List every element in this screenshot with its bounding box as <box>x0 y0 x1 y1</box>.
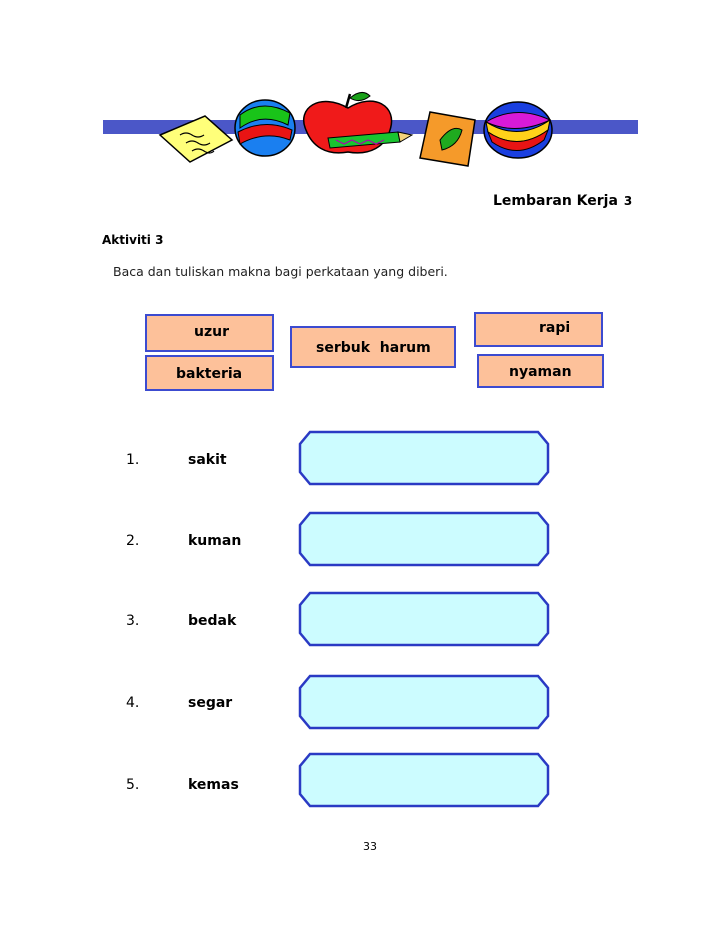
worksheet-title-text: Lembaran Kerja <box>493 193 618 209</box>
word-box-uzur <box>145 314 274 352</box>
word-bank-item: serbuk harum <box>316 340 431 356</box>
answer-box[interactable] <box>298 430 550 486</box>
question-word: segar <box>188 695 233 711</box>
question-number: 4. <box>126 695 140 711</box>
answer-box[interactable] <box>298 511 550 567</box>
question-number: 3. <box>126 613 140 629</box>
header-banner <box>0 80 728 180</box>
word-box-nyaman <box>477 354 604 388</box>
answer-box[interactable] <box>298 752 550 808</box>
question-word: kuman <box>188 533 242 549</box>
page-number: 33 <box>363 840 377 853</box>
word-box-serbuk-harum <box>290 326 456 368</box>
word-bank-item: nyaman <box>509 364 572 380</box>
round-box-icon <box>484 102 552 158</box>
ball-icon <box>235 100 295 156</box>
question-word: sakit <box>188 452 227 468</box>
worksheet-number: 3 <box>623 194 633 208</box>
answer-box[interactable] <box>298 674 550 730</box>
instruction-text: Baca dan tuliskan makna bagi perkataan yang diberi. <box>113 264 448 279</box>
question-word: bedak <box>188 613 237 629</box>
question-number: 5. <box>126 777 140 793</box>
answer-box[interactable] <box>298 591 550 647</box>
activity-label: Aktiviti 3 <box>102 233 164 247</box>
word-bank-item: rapi <box>539 320 571 336</box>
word-bank-item: uzur <box>194 324 229 340</box>
question-word: kemas <box>188 777 239 793</box>
question-number: 2. <box>126 533 140 549</box>
word-box-rapi <box>474 312 603 347</box>
leaf-card-icon <box>420 112 475 166</box>
word-bank-item: bakteria <box>176 366 243 382</box>
word-box-bakteria <box>145 355 274 391</box>
worksheet-title <box>493 193 632 209</box>
question-number: 1. <box>126 452 140 468</box>
